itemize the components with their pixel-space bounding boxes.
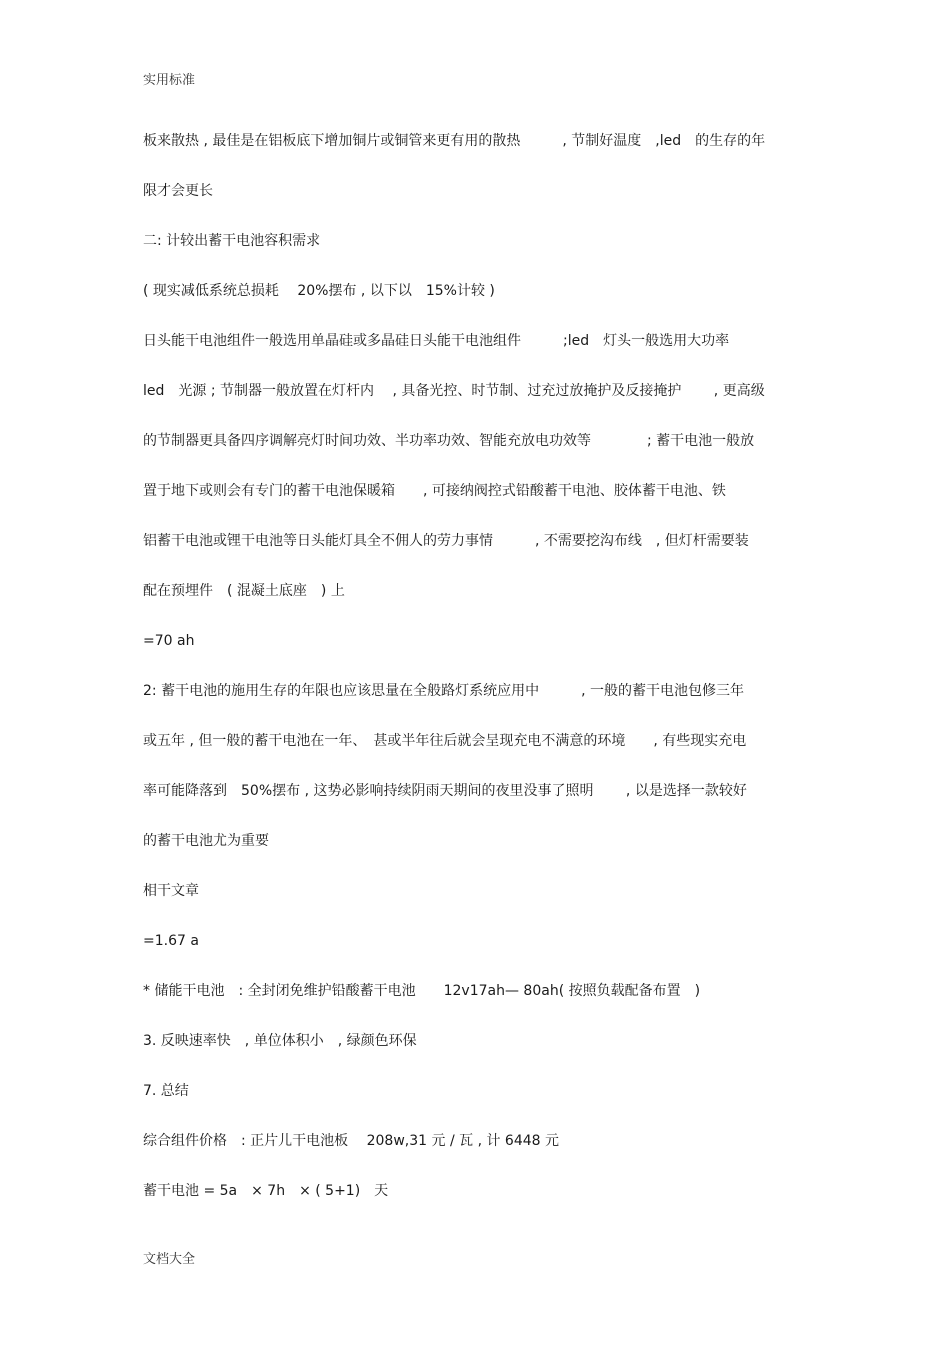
formula-line: 蓄干电池 = 5a × 7h × ( 5+1) 天	[143, 1183, 389, 1199]
text-line: 限才会更长	[143, 183, 213, 199]
text-line: 率可能降落到 50%摆布 , 这势必影响持续阴雨天期间的夜里没事了照明 , 以是选择一款较好	[143, 783, 747, 799]
section-heading: 二: 计较出蓄干电池容积需求	[143, 233, 321, 249]
text-line: 板来散热 , 最佳是在铝板底下增加铜片或铜管来更有用的散热 , 节制好温度 ,led 的生存的年	[143, 133, 766, 149]
text-line: 铝蓄干电池或锂干电池等日头能灯具全不佣人的劳力事情 , 不需要挖沟布线 , 但灯杆需要装	[143, 533, 749, 549]
text-line: 的节制器更具备四序调解亮灯时间功效、半功率功效、智能充放电功效等 ; 蓄干电池一般放	[143, 433, 755, 449]
text-line: 2: 蓄干电池的施用生存的年限也应该思量在全般路灯系统应用中 , 一般的蓄干电池包修三年	[143, 683, 744, 699]
text-line: 综合组件价格 : 正片儿干电池板 208w,31 元 / 瓦 , 计 6448 元	[143, 1133, 559, 1149]
text-line: 或五年 , 但一般的蓄干电池在一年、 甚或半年往后就会呈现充电不满意的环境 , 有些现实充电	[143, 733, 747, 749]
text-line: 置于地下或则会有专门的蓄干电池保暖箱 , 可接纳阀控式铅酸蓄干电池、胶体蓄干电池、铁	[143, 483, 726, 499]
text-line: ( 现实减低系统总损耗 20%摆布 , 以下以 15%计较 )	[143, 283, 495, 299]
page-header: 实用标准	[143, 73, 196, 88]
section-heading: 7. 总结	[143, 1083, 189, 1099]
text-line: 配在预埋件 ( 混凝土底座 ) 上	[143, 583, 345, 599]
page-footer: 文档大全	[143, 1252, 196, 1267]
text-line: led 光源 ; 节制器一般放置在灯杆内 , 具备光控、时节制、过充过放掩护及反接掩护 , 更高级	[143, 383, 765, 399]
text-line: 的蓄干电池尤为重要	[143, 833, 269, 849]
text-line: 3. 反映速率快 , 单位体积小 , 绿颜色环保	[143, 1033, 417, 1049]
text-line: 日头能干电池组件一般选用单晶硅或多晶硅日头能干电池组件 ;led 灯头一般选用大功率	[143, 333, 730, 349]
section-heading: 相干文章	[143, 883, 199, 899]
text-line: * 储能干电池 : 全封闭免维护铅酸蓄干电池 12v17ah— 80ah( 按照负载配备布置 )	[143, 983, 701, 999]
formula-line: =70 ah	[143, 633, 195, 649]
formula-line: =1.67 a	[143, 933, 199, 949]
